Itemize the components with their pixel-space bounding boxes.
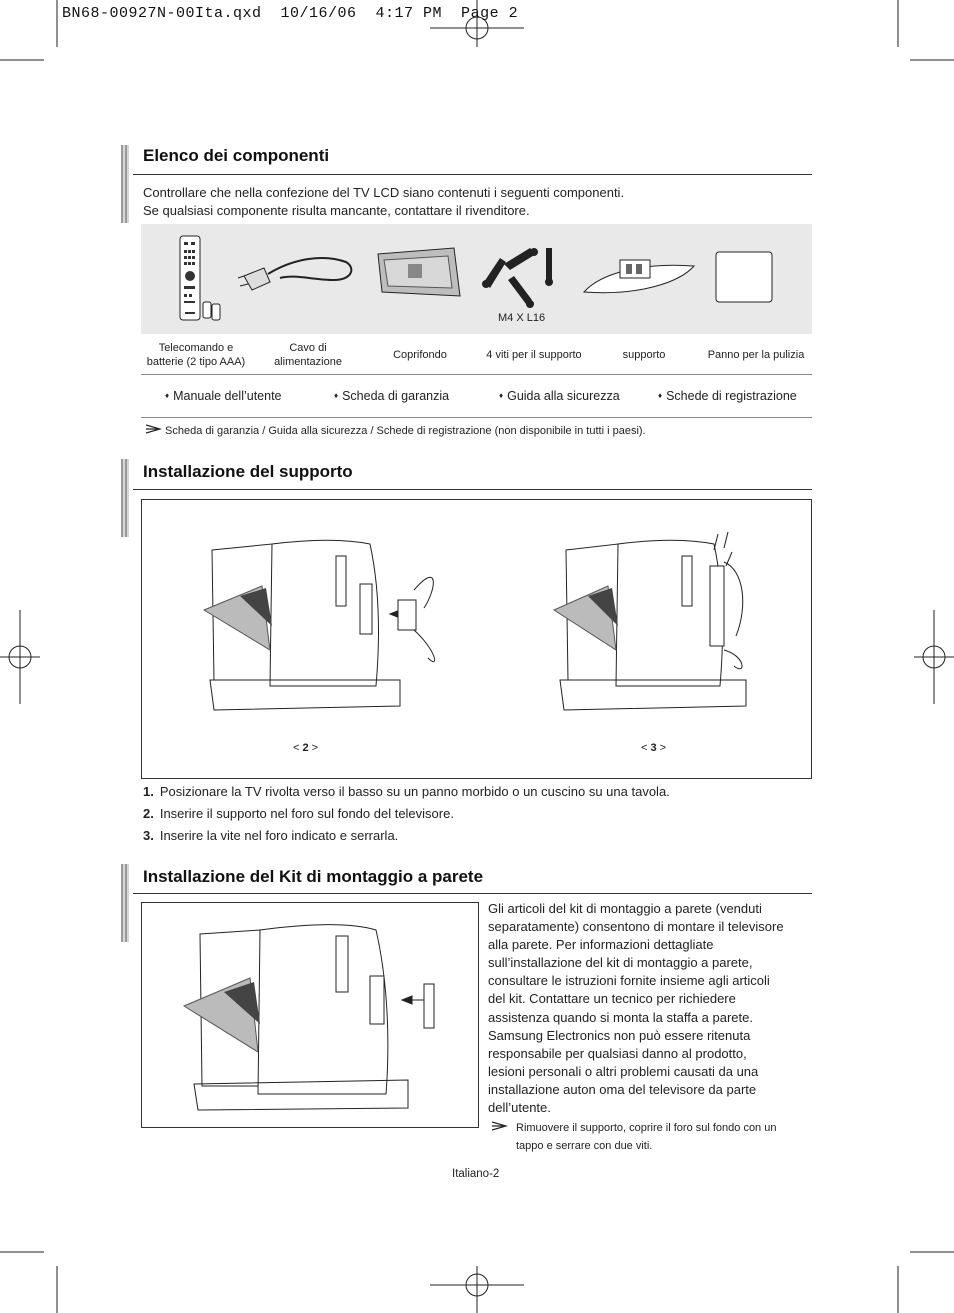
section-title-stand: Installazione del supporto [143,462,353,481]
documents-note: Scheda di garanzia / Guida alla sicurezza / Schede di registrazione (non disponibile in tutti i paesi). [165,425,646,437]
remote-control-icon [176,234,232,324]
figure-caption-3: < 3 > [641,742,667,754]
section-bar [121,459,129,537]
figure-caption-2: < 2 > [293,742,319,754]
component-label: Cavo di alimentazione [274,342,342,368]
component-label: Telecomando e batterie (2 tipo AAA) [146,342,246,368]
intro-line-2: Se qualsiasi componente risulta mancante, contattare il rivenditore. [143,203,530,218]
section-rule [133,893,812,894]
page-footer: Italiano-2 [452,1168,500,1180]
document-item: ♦ Guida alla sicurezza [499,389,620,403]
component-label: 4 viti per il supporto [486,349,582,361]
stand-icon [580,252,698,302]
stand-illustration-left [200,530,450,720]
cloth-icon [712,250,776,306]
document-item: ♦ Scheda di garanzia [334,389,450,403]
note-arrow-icon [146,424,162,434]
documents-row [141,374,812,418]
intro-line-1: Controllare che nella confezione del TV LCD siano contenuti i seguenti componenti. [143,185,625,200]
component-label: supporto [622,349,666,361]
section-rule [133,174,812,175]
document-item: ♦ Manuale dell’utente [165,389,282,403]
stand-illustration-right [548,526,758,720]
section-bar [121,864,129,942]
wall-mount-note: Rimuovere il supporto, coprire il foro sul fondo con un tappo e serrare con due viti. [516,1122,777,1152]
section-title-wall-mount: Installazione del Kit di montaggio a parete [143,867,484,886]
component-label: Coprifondo [393,349,447,361]
section-title-components: Elenco dei componenti [143,146,330,165]
wall-mount-paragraph: Gli articoli del kit di montaggio a parete (venduti separatamente) consentono di montare il televisore alla parete. Per informazioni dettagliate sull’installazione del kit di montaggio a parete, consultare le istruzioni fornite insieme agli articoli del kit. Contattare un tecnico per richiedere assistenza quando si monta la staffa a parete. Samsung Electronics non può essere ritenuta responsabile per qualsiasi danno al prodotto, lesioni personali o altri problemi causati da una installazione auton oma del televisore da parte dell’utente. [488,901,784,1116]
cover-icon [372,244,464,304]
section-bar [121,145,129,223]
step-3: 3. Inserire la vite nel foro indicato e serrarla. [143,828,399,843]
power-cord-icon [234,248,358,300]
screws-icon [480,244,560,310]
file-slug: BN68-00927N-00Ita.qxd 10/16/06 4:17 PM Page 2 [62,5,519,22]
note-arrow-icon [492,1121,508,1131]
step-2: 2. Inserire il supporto nel foro sul fondo del televisore. [143,806,454,821]
step-1: 1. Posizionare la TV rivolta verso il basso su un panno morbido o un cuscino su una tavola. [143,784,670,799]
screw-spec: M4 X L16 [498,312,546,324]
section-rule [133,489,812,490]
component-label: Panno per la pulizia [707,349,805,361]
document-item: ♦ Schede di registrazione [658,389,797,403]
wall-mount-illustration [180,912,460,1116]
